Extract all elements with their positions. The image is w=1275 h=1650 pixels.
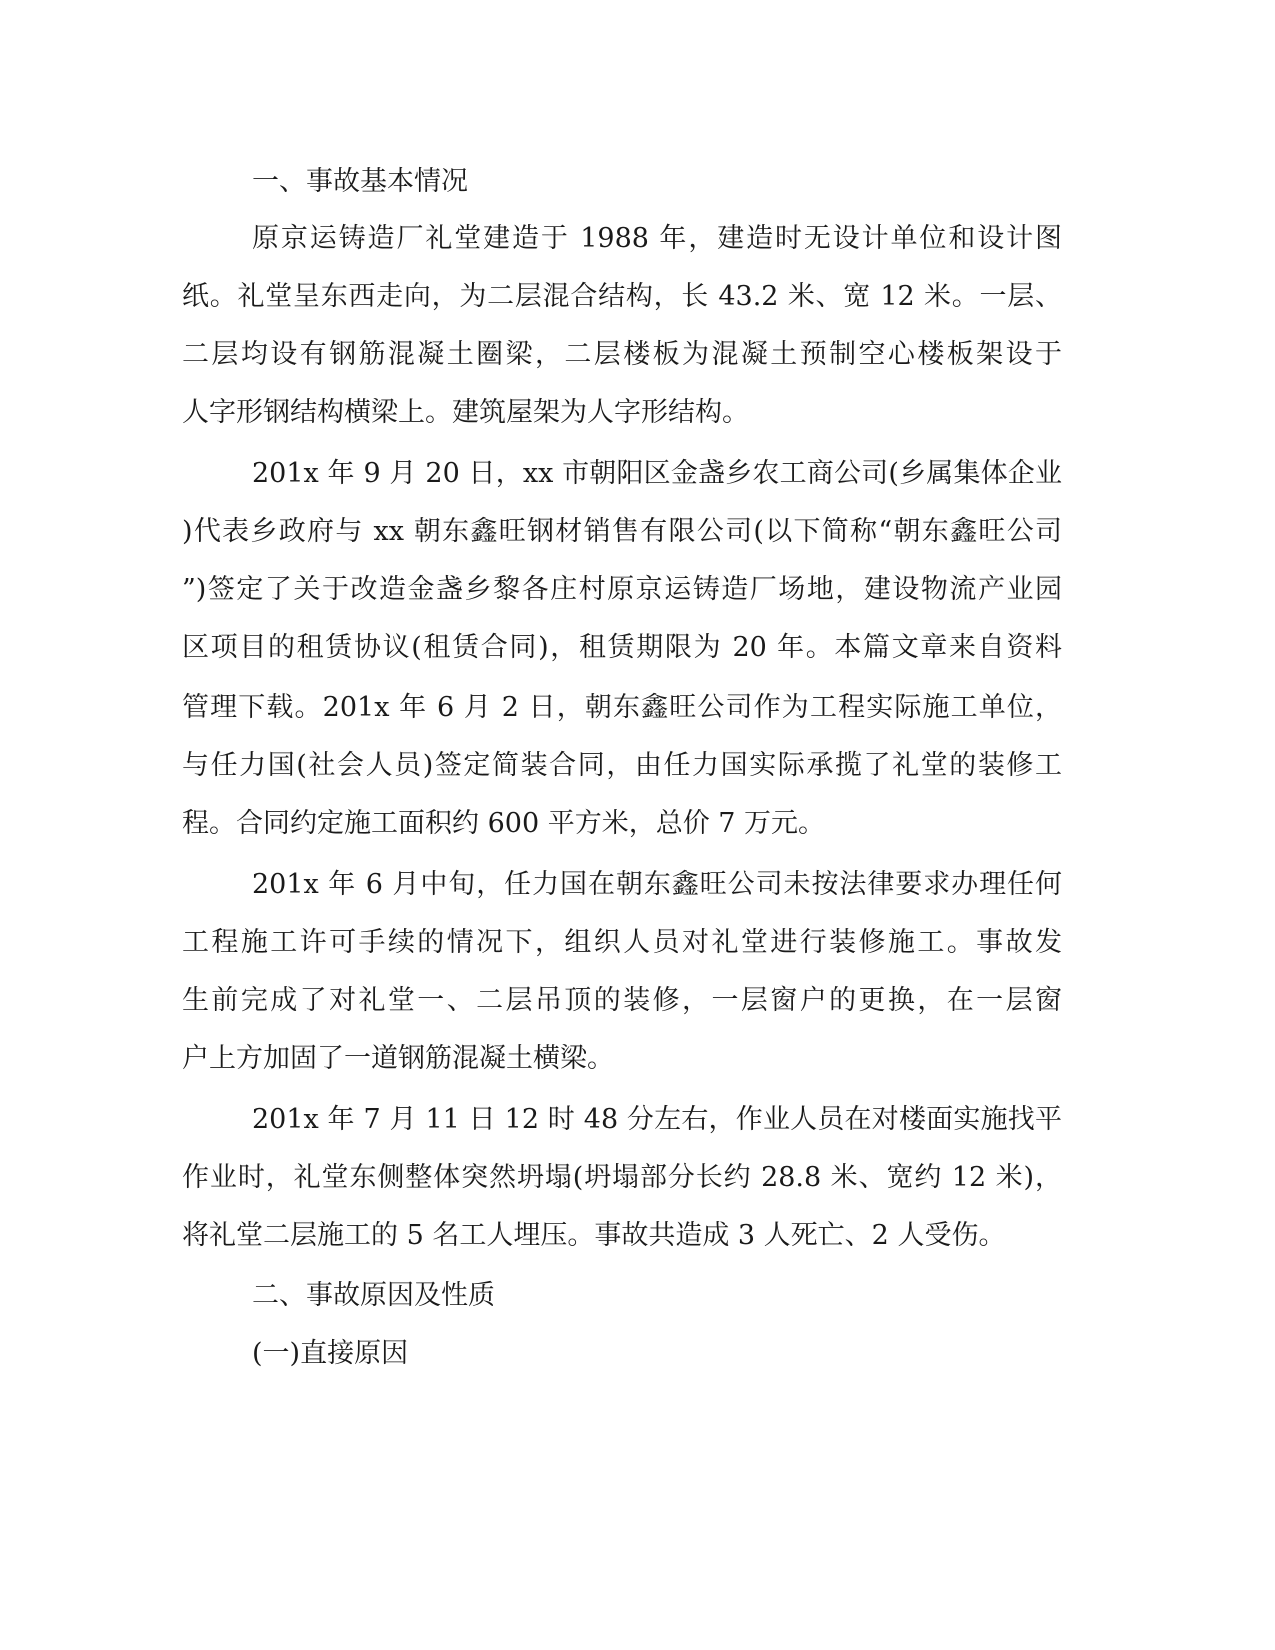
paragraph-line: 与任力国(社会人员)签定简装合同，由任力国实际承揽了礼堂的装修工 — [182, 750, 1062, 781]
paragraph-line: 作业时，礼堂东侧整体突然坍塌(坍塌部分长约 28.8 米、宽约 12 米)， — [182, 1162, 1062, 1193]
paragraph-line: 二层均设有钢筋混凝土圈梁，二层楼板为混凝土预制空心楼板架设于 — [182, 339, 1062, 370]
section-heading-basic-info: 一、事故基本情况 — [252, 166, 468, 197]
paragraph-line: 程。合同约定施工面积约 600 平方米，总价 7 万元。 — [182, 808, 826, 839]
paragraph-line: 原京运铸造厂礼堂建造于 1988 年，建造时无设计单位和设计图 — [252, 223, 1062, 254]
paragraph-line: 201x 年 9 月 20 日，xx 市朝阳区金盏乡农工商公司(乡属集体企业 — [252, 458, 1062, 489]
paragraph-line: 生前完成了对礼堂一、二层吊顶的装修，一层窗户的更换，在一层窗 — [182, 985, 1062, 1016]
paragraph-line: 管理下载。201x 年 6 月 2 日，朝东鑫旺公司作为工程实际施工单位， — [182, 692, 1062, 723]
paragraph-line: 201x 年 7 月 11 日 12 时 48 分左右，作业人员在对楼面实施找平 — [252, 1104, 1062, 1135]
paragraph-line: 将礼堂二层施工的 5 名工人埋压。事故共造成 3 人死亡、2 人受伤。 — [182, 1220, 1006, 1251]
paragraph-line: 户上方加固了一道钢筋混凝土横梁。 — [182, 1043, 614, 1074]
subsection-heading-direct-cause: (一)直接原因 — [252, 1338, 409, 1369]
paragraph-line: 区项目的租赁协议(租赁合同)，租赁期限为 20 年。本篇文章来自资料 — [182, 632, 1062, 663]
paragraph-line: )代表乡政府与 xx 朝东鑫旺钢材销售有限公司(以下简称“朝东鑫旺公司 — [182, 516, 1062, 547]
paragraph-line: ”)签定了关于改造金盏乡黎各庄村原京运铸造厂场地，建设物流产业园 — [182, 574, 1062, 605]
section-heading-cause: 二、事故原因及性质 — [252, 1280, 495, 1311]
paragraph-line: 纸。礼堂呈东西走向，为二层混合结构，长 43.2 米、宽 12 米。一层、 — [182, 281, 1062, 312]
paragraph-line: 201x 年 6 月中旬，任力国在朝东鑫旺公司未按法律要求办理任何 — [252, 869, 1062, 900]
paragraph-line: 人字形钢结构横梁上。建筑屋架为人字形结构。 — [182, 397, 749, 428]
paragraph-line: 工程施工许可手续的情况下，组织人员对礼堂进行装修施工。事故发 — [182, 927, 1062, 958]
